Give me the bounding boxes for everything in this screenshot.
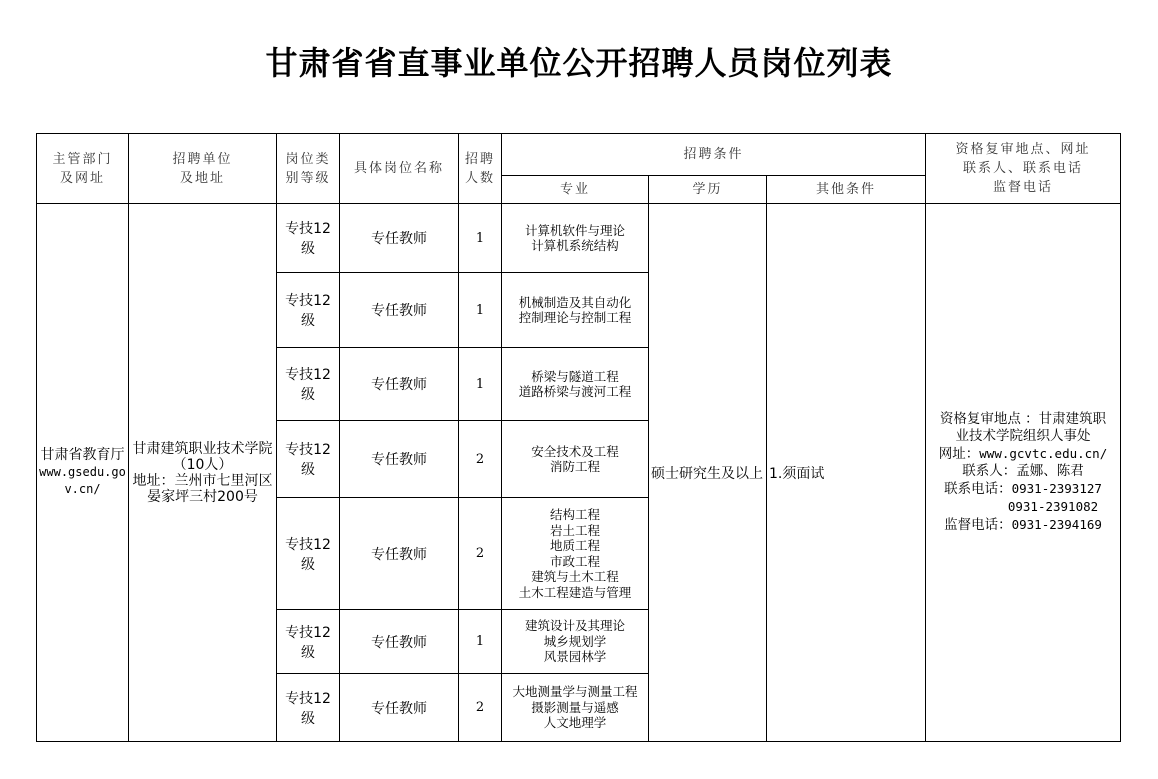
count-cell: 1 (459, 348, 502, 421)
dept-url-cont: v.cn/ (64, 482, 101, 496)
header-count: 招聘 人数 (459, 134, 502, 204)
major-cell: 安全技术及工程 消防工程 (502, 421, 649, 498)
position-cell: 专任教师 (340, 348, 459, 421)
page-title: 甘肃省省直事业单位公开招聘人员岗位列表 (265, 44, 893, 82)
header-major: 专业 (502, 176, 649, 204)
website: 网址：www.gcvtc.edu.cn/ (938, 446, 1108, 462)
positions-table (36, 133, 1121, 742)
contact-cell (926, 204, 1121, 742)
table-row (37, 204, 1121, 273)
dept-cell (37, 204, 129, 742)
education-cell: 硕士研究生及以上 (649, 204, 767, 742)
header-row-1 (37, 134, 1121, 176)
count-cell: 1 (459, 273, 502, 348)
header-conditions: 招聘条件 (502, 134, 926, 176)
dept-url: www.gsedu.go (39, 465, 126, 479)
position-cell: 专任教师 (340, 204, 459, 273)
count-cell: 1 (459, 204, 502, 273)
major-cell: 桥梁与隧道工程 道路桥梁与渡河工程 (502, 348, 649, 421)
unit-cell (129, 204, 277, 742)
count-cell: 2 (459, 421, 502, 498)
major-cell: 结构工程 岩土工程 地质工程 市政工程 建筑与土木工程 土木工程建造与管理 (502, 498, 649, 610)
contact-phone: 联系电话：0931-2393127 (944, 481, 1102, 497)
dept-name: 甘肃省教育厅 (40, 447, 125, 463)
position-cell: 专任教师 (340, 273, 459, 348)
contact-persons: 联系人：孟娜、陈君 (962, 463, 1084, 479)
position-cell: 专任教师 (340, 610, 459, 674)
header-category: 岗位类 别等级 (277, 134, 340, 204)
review-location: 资格复审地点 ：甘肃建筑职 (939, 411, 1107, 427)
unit-address-cont: 晏家坪三村200号 (147, 488, 258, 505)
major-cell: 建筑设计及其理论 城乡规划学 风景园林学 (502, 610, 649, 674)
category-cell: 专技12级 (277, 348, 340, 421)
count-cell: 1 (459, 610, 502, 674)
unit-count: （10人） (172, 456, 233, 473)
position-cell: 专任教师 (340, 498, 459, 610)
major-cell: 大地测量学与测量工程 摄影测量与遥感 人文地理学 (502, 674, 649, 742)
contact-phone-2: 0931-2391082 (1007, 499, 1099, 514)
category-cell: 专技12级 (277, 498, 340, 610)
header-other: 其他条件 (767, 176, 926, 204)
category-cell: 专技12级 (277, 421, 340, 498)
header-education: 学历 (649, 176, 767, 204)
category-cell: 专技12级 (277, 204, 340, 273)
header-review: 资格复审地点、网址 联系人、联系电话 监督电话 (926, 134, 1121, 204)
category-cell: 专技12级 (277, 273, 340, 348)
position-cell: 专任教师 (340, 674, 459, 742)
header-position: 具体岗位名称 (340, 134, 459, 204)
major-cell: 计算机软件与理论 计算机系统结构 (502, 204, 649, 273)
category-cell: 专技12级 (277, 610, 340, 674)
unit-name: 甘肃建筑职业技术学院 (132, 440, 273, 457)
count-cell: 2 (459, 498, 502, 610)
header-dept: 主管部门 及网址 (37, 134, 129, 204)
position-cell: 专任教师 (340, 421, 459, 498)
supervision-phone: 监督电话：0931-2394169 (944, 517, 1102, 533)
unit-address: 地址：兰州市七里河区 (132, 472, 273, 489)
review-location-cont: 业技术学院组织人事处 (955, 428, 1091, 444)
other-cell: 1.须面试 (767, 204, 926, 742)
category-cell: 专技12级 (277, 674, 340, 742)
count-cell: 2 (459, 674, 502, 742)
header-unit: 招聘单位 及地址 (129, 134, 277, 204)
major-cell: 机械制造及其自动化 控制理论与控制工程 (502, 273, 649, 348)
